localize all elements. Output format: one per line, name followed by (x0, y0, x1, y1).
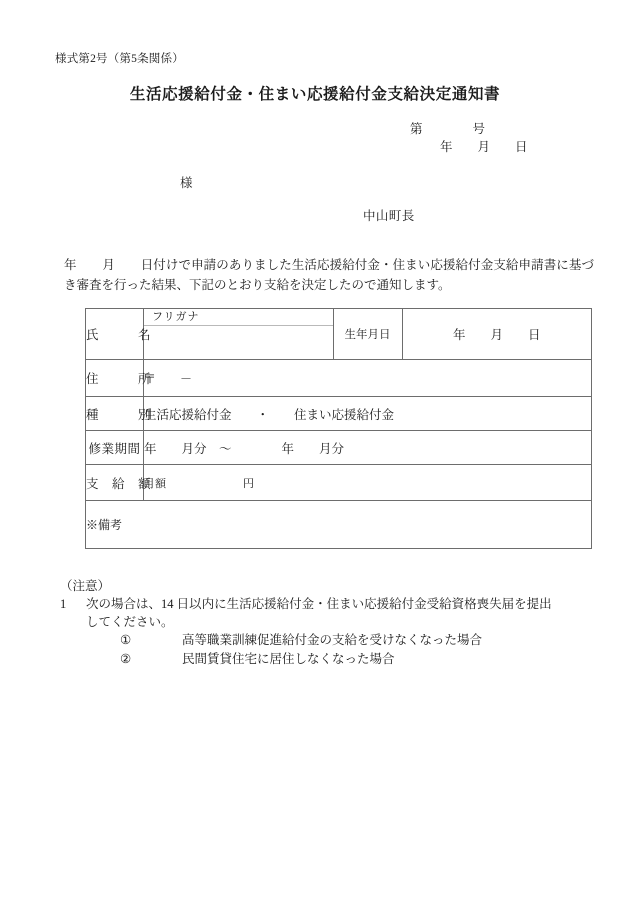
row-label-amount: 支 給 額 (86, 465, 144, 501)
amount-value[interactable]: 月額 円 (144, 465, 592, 501)
row-label-birthdate: 生年月日 (333, 309, 402, 360)
row-label-period: 修業期間 (86, 431, 144, 465)
furigana-label: フリガナ (144, 309, 333, 326)
addressee-honorific: 様 (180, 176, 193, 190)
note-subitem-text: 民間賃貸住宅に居住しなくなった場合 (182, 652, 395, 666)
note-subitem (120, 650, 600, 669)
birthdate-value[interactable]: 年 月 日 (402, 309, 592, 360)
table-row-name (86, 309, 592, 360)
table-row-address (86, 360, 592, 397)
decision-details-table (85, 308, 592, 549)
table-row-remarks (86, 501, 592, 549)
row-label-name: 氏 名 (86, 309, 144, 360)
note-subitem-mark: ② (120, 652, 132, 666)
remarks-label[interactable]: ※備考 (86, 501, 592, 549)
note-subitem-mark: ① (120, 633, 132, 647)
table-row-kind (86, 397, 592, 431)
page-title: 生活応援給付金・住まい応援給付金支給決定通知書 (129, 86, 501, 103)
table-row-period (86, 431, 592, 465)
body-paragraph-rest: 支給申請書に基づき審査を行った結果、下記のとおり支給を決定したので通知します。 (64, 258, 594, 292)
notes-heading: （注意） (60, 579, 111, 593)
name-blank-area[interactable] (144, 326, 333, 359)
note-continuation: してください。 (86, 615, 174, 629)
row-label-kind: 種 別 (86, 397, 144, 431)
notes-section (60, 576, 600, 669)
note-item (60, 595, 600, 613)
document-number-line: 第 号 (410, 122, 486, 136)
period-value[interactable]: 年 月分 ～ 年 月分 (144, 431, 592, 465)
address-value[interactable]: 〒 － (144, 360, 592, 397)
document-date-line: 年 月 日 (440, 140, 528, 154)
note-subitem (120, 631, 600, 650)
body-paragraph (64, 255, 594, 295)
note-text: 次の場合は、14 日以内に生活応援給付金・住まい応援給付金受給資格喪失届を提出 (86, 597, 552, 611)
note-number: 1 (60, 597, 67, 611)
note-subitem-text: 高等職業訓練促進給付金の支給を受けなくなった場合 (182, 633, 483, 647)
row-label-address: 住 所 (86, 360, 144, 397)
body-paragraph-lead: 年 月 日付けで申請のありました生活応援給付金・住まい応援給付金 (64, 258, 494, 272)
issuer-name: 中山町長 (363, 209, 415, 223)
table-row-amount (86, 465, 592, 501)
name-input-cell[interactable] (144, 309, 334, 360)
form-code: 様式第2号（第5条関係） (55, 53, 184, 65)
kind-value[interactable]: 生活応援給付金 ・ 住まい応援給付金 (144, 397, 592, 431)
